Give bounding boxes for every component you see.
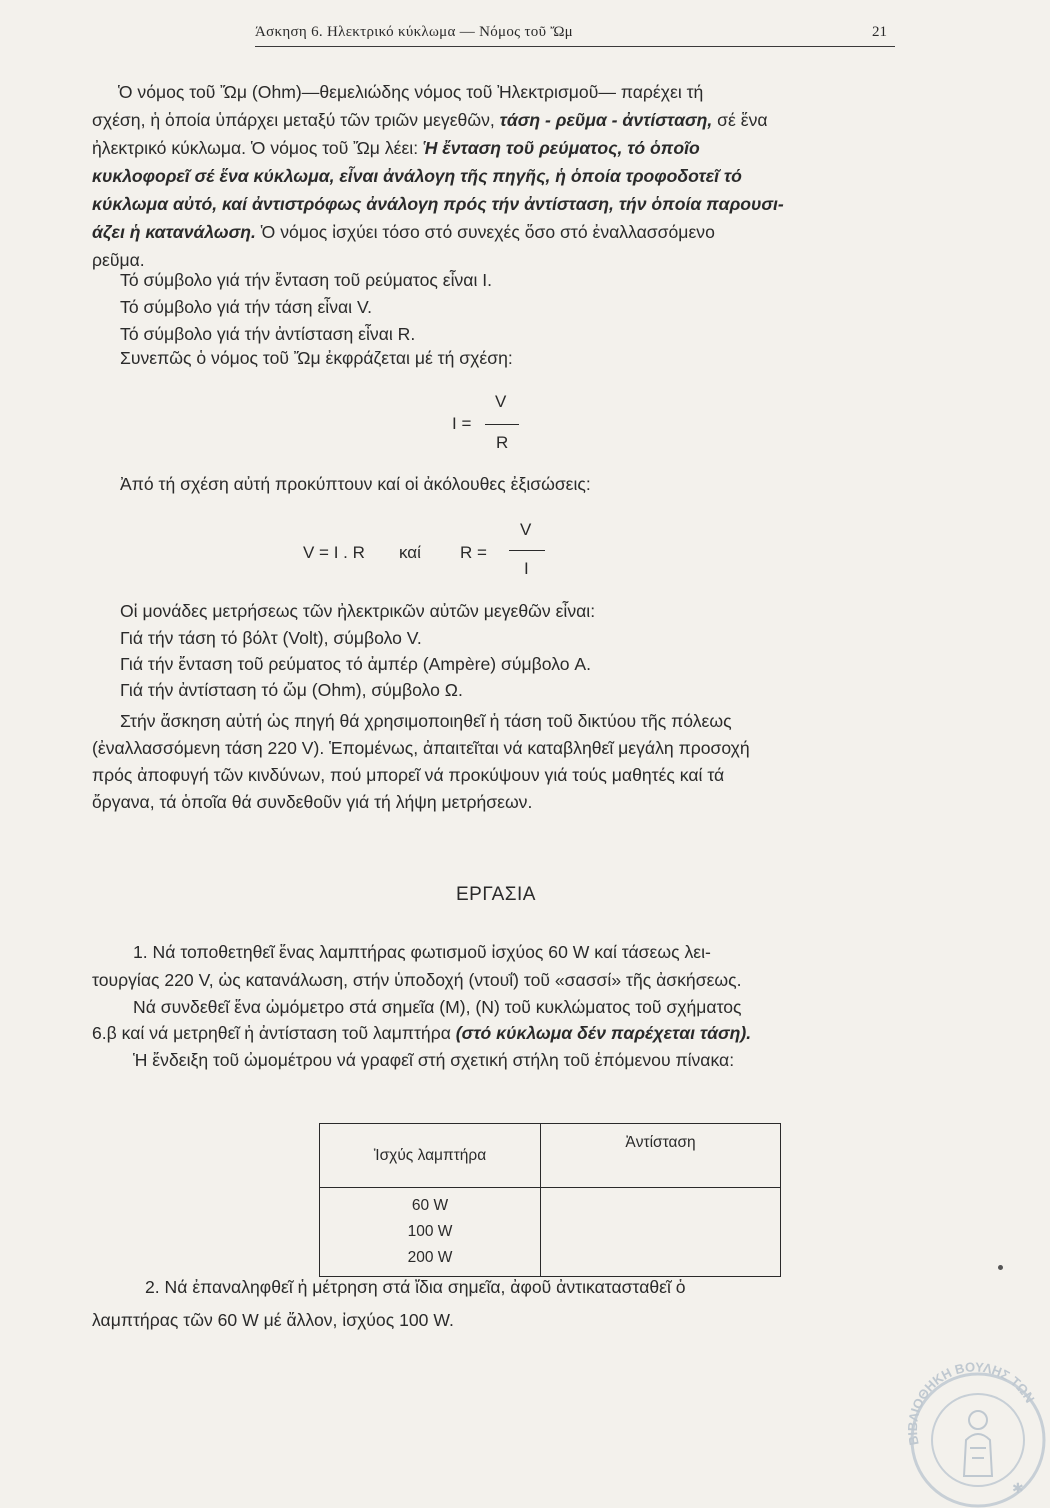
task1-line-5: Ἡ ἔνδειξη τοῦ ὠμομέτρου νά γραφεῖ στή σχετική στήλη τοῦ ἑπόμενου πίνακα:	[133, 1050, 735, 1070]
table-row	[320, 1188, 781, 1277]
formula1-denominator: R	[496, 433, 509, 452]
intro-line-3b: Ἡ ἔνταση τοῦ ρεύματος, τό ὁποῖο	[423, 138, 700, 158]
ink-speck	[998, 1265, 1003, 1270]
intro-line-1: Ὁ νόμος τοῦ Ὤμ (Ohm)—θεμελιώδης νόμος τοῦ Ἠλεκτρισμοῦ— παρέχει τή	[118, 82, 704, 102]
warning-line-2: (ἐναλλασσόμενη τάση 220 V). Ἑπομένως, ἀπαιτεῖται νά καταβληθεῖ μεγάλη προσοχή	[92, 738, 750, 758]
task1-line-1: 1. Νά τοποθετηθεῖ ἕνας λαμπτήρας φωτισμοῦ ἰσχύος 60 W καί τάσεως λει-	[133, 942, 711, 962]
task-heading: ΕΡΓΑΣΙΑ	[456, 884, 536, 905]
formula2-kai: καί	[399, 543, 421, 562]
intro-line-6a: άζει ἡ κατανάλωση.	[92, 222, 256, 242]
power-values-cell	[320, 1188, 541, 1277]
formula1-fraction-bar	[485, 424, 519, 425]
symbol-resistance: Τό σύμβολο γιά τήν ἀντίσταση εἶναι R.	[120, 324, 416, 344]
derived-equations-intro: Ἀπό τή σχέση αὐτή προκύπτουν καί οἱ ἀκόλουθες ἐξισώσεις:	[120, 474, 591, 494]
intro-line-6b: Ὁ νόμος ἰσχύει τόσο στό συνεχές ὅσο στό ἐναλλασσόμενο	[255, 222, 715, 242]
task1-line-2: τουργίας 220 V, ὡς κατανάλωση, στήν ὑποδοχή (ντουΐ) τοῦ «σασσί» τῆς ἀσκήσεως.	[92, 970, 742, 990]
library-stamp	[900, 1358, 1050, 1508]
power-value-200w: 200 W	[407, 1249, 453, 1266]
resistance-values-cell	[541, 1188, 781, 1277]
formula2-fraction-bar	[509, 550, 545, 551]
unit-ohm: Γιά τήν ἀντίσταση τό ὤμ (Ohm), σύμβολο Ω.	[120, 680, 463, 700]
intro-line-6	[92, 224, 715, 242]
warning-line-1: Στήν ἄσκηση αὐτή ὡς πηγή θά χρησιμοποιηθεῖ ἡ τάση τοῦ δικτύου τῆς πόλεως	[120, 711, 732, 731]
table-header-power: Ἰσχύς λαμπτήρα	[320, 1124, 541, 1188]
ohm-law-intro: Συνεπῶς ὁ νόμος τοῦ Ὤμ ἐκφράζεται μέ τή σχέση:	[120, 348, 513, 368]
intro-line-2c: σέ ἕνα	[712, 110, 768, 130]
running-header-title: Άσκηση 6. Ηλεκτρικό κύκλωμα — Νόμος τοῦ Ὤμ	[255, 24, 573, 40]
table-header-resistance: Ἀντίσταση	[541, 1124, 781, 1188]
intro-line-7: ρεῦμα.	[92, 250, 145, 270]
task2-line-2: λαμπτήρας τῶν 60 W μέ ἄλλον, ἰσχύος 100 W.	[92, 1310, 454, 1330]
formula2-v-equals-ir: V = I . R	[303, 543, 365, 562]
formula1-numerator: V	[495, 392, 507, 411]
warning-line-4: ὄργανα, τά ὁποῖα θά συνδεθοῦν γιά τή λήψη μετρήσεων.	[92, 792, 533, 812]
symbol-current: Τό σύμβολο γιά τήν ἔνταση τοῦ ρεύματος εἶναι I.	[120, 270, 493, 290]
power-value-100w: 100 W	[407, 1223, 453, 1240]
intro-line-3a: ἠλεκτρικό κύκλωμα. Ὁ νόμος τοῦ Ὤμ λέει:	[92, 138, 423, 158]
symbol-voltage: Τό σύμβολο γιά τήν τάση εἶναι V.	[120, 297, 372, 317]
formula2-lhs: R =	[460, 543, 487, 562]
table-header-row	[320, 1124, 781, 1188]
page-number: 21	[872, 24, 887, 40]
intro-line-2	[92, 112, 768, 130]
header-rule	[255, 46, 895, 47]
stamp-figure-icon	[964, 1411, 992, 1476]
measurement-table	[319, 1123, 781, 1277]
units-intro: Οἱ μονάδες μετρήσεως τῶν ἠλεκτρικῶν αὐτῶν μεγεθῶν εἶναι:	[120, 601, 596, 621]
task1-no-voltage-note: (στό κύκλωμα δέν παρέχεται τάση).	[455, 1023, 752, 1043]
stamp-text: ΒΙΒΛΙΟΘΗΚΗ ΒΟΥΛΗΣ ΤΩΝ	[904, 1359, 1038, 1447]
stamp-inner-ring	[932, 1394, 1024, 1486]
warning-line-3: πρός ἀποφυγή τῶν κινδύνων, πού μπορεῖ νά προκύψουν γιά τούς μαθητές καί τά	[92, 765, 725, 785]
intro-line-3	[92, 140, 700, 158]
power-value-60w: 60 W	[411, 1197, 449, 1214]
unit-ampere: Γιά τήν ἔνταση τοῦ ρεύματος τό ἀμπέρ (Ampère) σύμβολο A.	[120, 654, 592, 674]
task1-line-4a: 6.β καί νά μετρηθεῖ ἡ ἀντίσταση τοῦ λαμπτήρα	[92, 1023, 456, 1043]
stamp-star-icon: ✱	[1012, 1480, 1024, 1496]
formula1-lhs: I =	[452, 414, 472, 433]
task1-line-3: Νά συνδεθεῖ ἕνα ὠμόμετρο στά σημεῖα (Μ), (Ν) τοῦ κυκλώματος τοῦ σχήματος	[133, 997, 742, 1017]
intro-line-5: κύκλωμα αὐτό, καί ἀντιστρόφως ἀνάλογη πρός τήν ἀντίσταση, τήν ὁποία παρουσι-	[92, 194, 784, 214]
intro-line-2a: σχέση, ἡ ὁποία ὑπάρχει μεταξύ τῶν τριῶν μεγεθῶν,	[92, 110, 500, 130]
intro-line-4: κυκλοφορεῖ σέ ἕνα κύκλωμα, εἶναι ἀνάλογη τῆς πηγῆς, ἡ ὁποία τροφοδοτεῖ τό	[92, 166, 742, 186]
unit-volt: Γιά τήν τάση τό βόλτ (Volt), σύμβολο V.	[120, 628, 422, 648]
intro-bold-quantities: τάση - ρεῦμα - ἀντίσταση,	[499, 110, 713, 130]
task1-line-4	[92, 1025, 751, 1043]
formula2-denominator: I	[524, 559, 529, 578]
formula2-numerator: V	[520, 520, 532, 539]
task2-line-1: 2. Νά ἐπαναληφθεῖ ἡ μέτρηση στά ἴδια σημεῖα, ἀφοῦ ἀντικατασταθεῖ ὁ	[145, 1277, 686, 1297]
